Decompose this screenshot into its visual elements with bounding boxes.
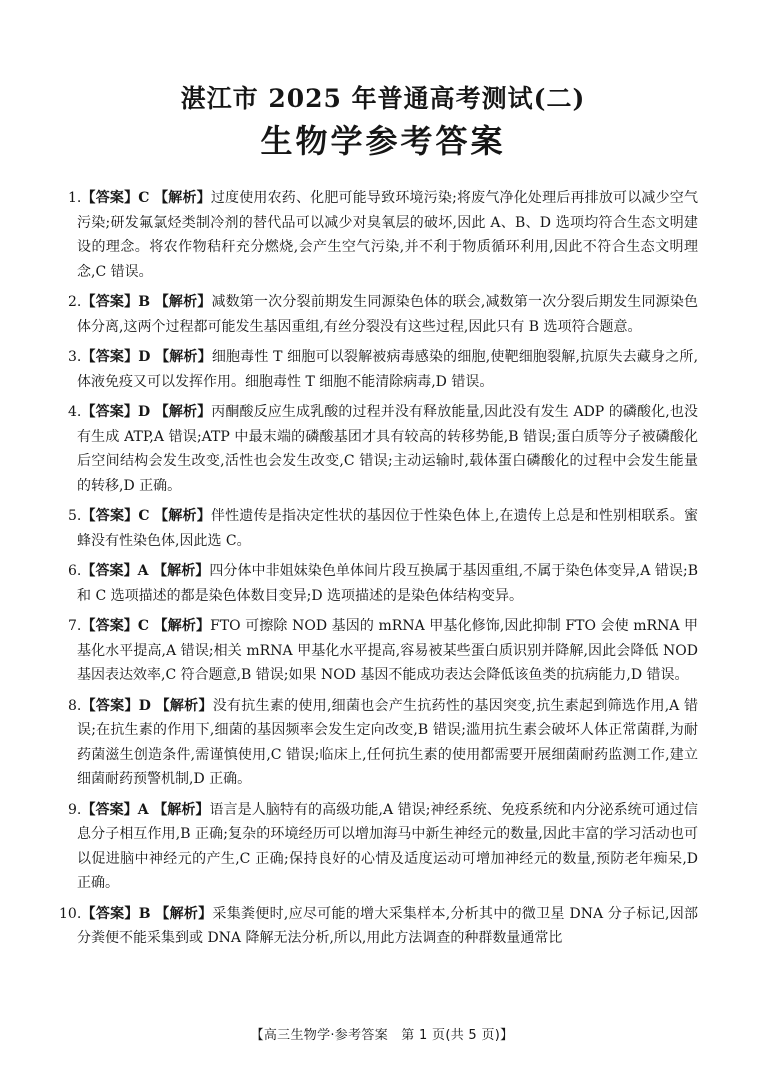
answer-item-8: 8.【答案】D 【解析】没有抗生素的使用,细菌也会产生抗药性的基因突变,抗生素起到筛选作用,A 错误;在抗生素的作用下,细菌的基因频率会发生定向改变,B 错误;滥用抗生素会破坏人体正常菌群,为耐药菌滋生创造条件,需谨慎使用,C 错误;临床上,任何抗生素的使用都需要开展细菌耐药监测工作,建立细菌耐药预警机制,D 正确。 — [68, 697, 699, 787]
answer-item-1: 1.【答案】C 【解析】过度使用农药、化肥可能导致环境污染;将废气净化处理后再排放可以减少空气污染;研发氟氯烃类制冷剂的替代品可以减少对臭氧层的破坏,因此 A、B、D 选项均符合生态文明建设的理念。将农作物秸秆充分燃烧,会产生空气污染,并不利于物质循环利用,因此不符合生态文明理念,C 错误。 — [68, 190, 698, 280]
answer-item-5: 5.【答案】C 【解析】伴性遗传是指决定性状的基因位于性染色体上,在遗传上总是和性别相联系。蜜蜂没有性染色体,因此选 C。 — [68, 508, 698, 549]
answer-item-7: 7.【答案】C 【解析】FTO 可擦除 NOD 基因的 mRNA 甲基化修饰,因此抑制 FTO 会使 mRNA 甲基化水平提高,A 错误;相关 mRNA 甲基化水平提高,容易被某些蛋白质识别并降解,因此会降低 NOD 基因表达效率,C 符合题意,B 错误;如果 NOD 基因不能成功表达会降低该鱼类的抗病能力,D 错误。 — [68, 618, 699, 683]
page-footer: 【高三生物学·参考答案 第 1 页(共 5 页)】 — [250, 1028, 514, 1043]
answer-list — [59, 186, 699, 951]
answer-item-2: 2.【答案】B 【解析】减数第一次分裂前期发生同源染色体的联会,减数第一次分裂后期发生同源染色体分离,这两个过程都可能发生基因重组,有丝分裂没有这些过程,因此只有 B 选项符合题意。 — [68, 294, 698, 335]
answer-item-10: 10.【答案】B 【解析】采集粪便时,应尽可能的增大采集样本,分析其中的微卫星 DNA 分子标记,因部分粪便不能采集到或 DNA 降解无法分析,所以,用此方法调查的种群数量通常比 — [59, 905, 699, 946]
answer-item-3: 3.【答案】D 【解析】细胞毒性 T 细胞可以裂解被病毒感染的细胞,使靶细胞裂解,抗原失去藏身之所,体液免疫又可以发挥作用。细胞毒性 T 细胞不能清除病毒,D 错误。 — [68, 349, 699, 390]
answer-item-4: 4.【答案】D 【解析】丙酮酸反应生成乳酸的过程并没有释放能量,因此没有发生 ADP 的磷酸化,也没有生成 ATP,A 错误;ATP 中最末端的磷酸基团才具有较高的转移势能,B 错误;蛋白质等分子被磷酸化后空间结构会发生改变,活性也会发生改变,C 错误;主动运输时,载体蛋白磷酸化的过程中会发生能量的转移,D 正确。 — [68, 404, 698, 494]
answer-item-9: 9.【答案】A 【解析】语言是人脑特有的高级功能,A 错误;神经系统、免疫系统和内分泌系统可通过信息分子相互作用,B 正确;复杂的环境经历可以增加海马中新生神经元的数量,因此丰富的学习活动也可以促进脑中神经元的产生,C 正确;保持良好的心情及适度运动可增加神经元的数量,预防老年痴呆,D 正确。 — [68, 801, 699, 891]
exam-title: 湛江市 2025 年普通高考测试(二) — [180, 84, 586, 113]
answer-item-6: 6.【答案】A 【解析】四分体中非姐妹染色单体间片段互换属于基因重组,不属于染色体变异,A 错误;B 和 C 选项描述的都是染色体数目变异;D 选项描述的是染色体结构变异。 — [68, 563, 698, 604]
answer-key-title: 生物学参考答案 — [260, 122, 506, 160]
